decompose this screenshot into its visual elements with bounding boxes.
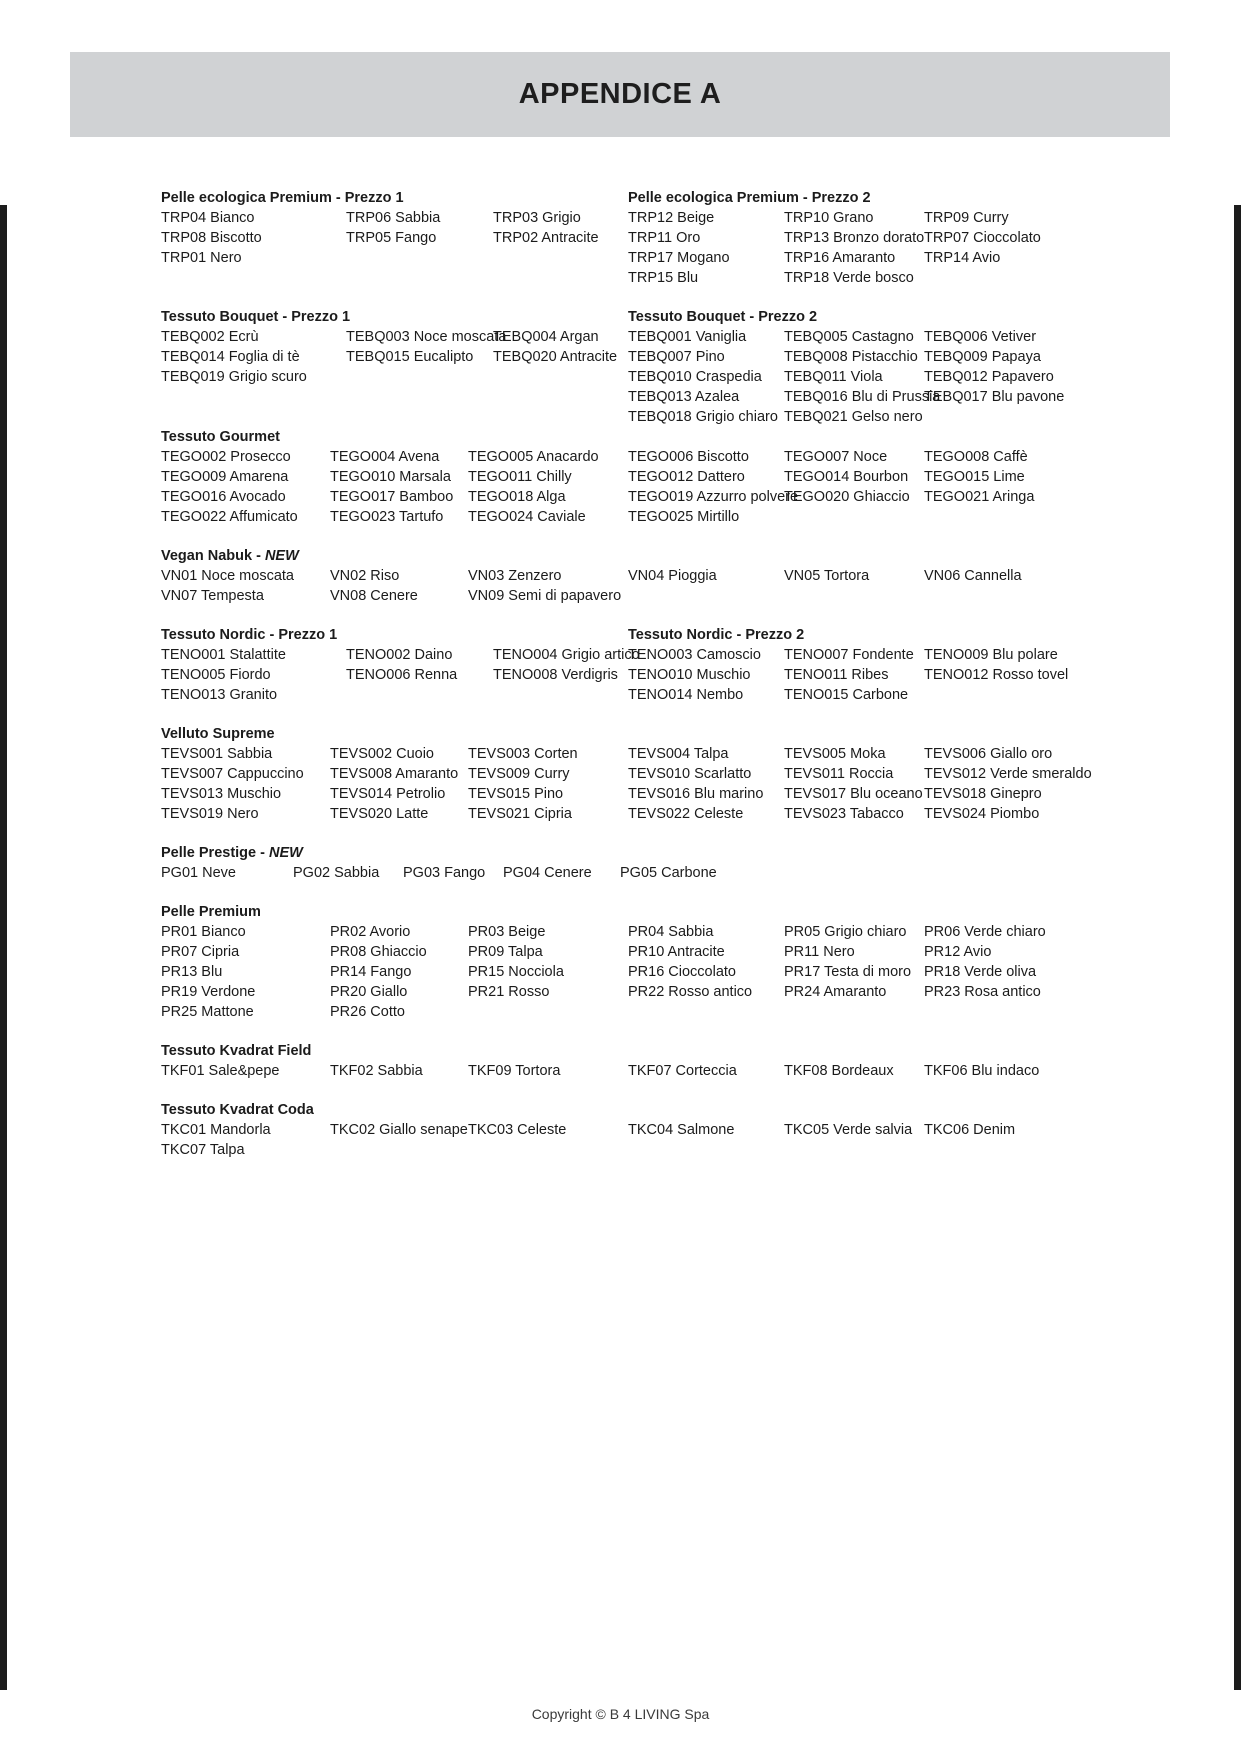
color-item: TEVS013 Muschio [161,786,282,802]
color-item: TRP10 Grano [784,210,874,226]
color-item: PR04 Sabbia [628,924,714,940]
color-item: TEGO004 Avena [330,449,440,465]
color-item: PG05 Carbone [620,865,717,881]
color-item: TRP01 Nero [161,250,242,266]
color-item: TRP05 Fango [346,230,437,246]
color-item: PR06 Verde chiaro [924,924,1046,940]
color-item: PR01 Bianco [161,924,246,940]
section-heading: Pelle Prestige - NEW [161,845,303,861]
color-item: VN08 Cenere [330,588,418,604]
color-item: TEBQ007 Pino [628,349,725,365]
color-item: TEGO019 Azzurro polvere [628,489,799,505]
color-item: TRP12 Beige [628,210,715,226]
color-item: TEVS008 Amaranto [330,766,459,782]
section [161,625,1171,705]
section [161,1041,1171,1081]
section [161,307,1171,427]
color-item: PR20 Giallo [330,984,408,1000]
color-item: PG03 Fango [403,865,486,881]
color-item: PR25 Mattone [161,1004,254,1020]
color-item: TRP14 Avio [924,250,1001,266]
color-item: VN01 Noce moscata [161,568,294,584]
color-item: TEGO005 Anacardo [468,449,599,465]
color-item: PR02 Avorio [330,924,411,940]
color-item: TEBQ009 Papaya [924,349,1041,365]
color-item: TEBQ001 Vaniglia [628,329,747,345]
color-item: TEBQ013 Azalea [628,389,740,405]
color-item: PR13 Blu [161,964,223,980]
color-item: TEBQ005 Castagno [784,329,914,345]
color-item: TEGO017 Bamboo [330,489,454,505]
new-badge: NEW [269,845,303,861]
color-item: TENO009 Blu polare [924,647,1058,663]
section-heading: Velluto Supreme [161,726,275,742]
color-item: TKF08 Bordeaux [784,1063,894,1079]
color-item: PR12 Avio [924,944,992,960]
color-item: TEVS011 Roccia [784,766,894,782]
color-item: PR18 Verde oliva [924,964,1037,980]
header-banner [70,52,1170,137]
section [161,427,1171,527]
footer-text: Copyright © B 4 LIVING Spa [531,1706,710,1722]
color-item: TEBQ011 Viola [784,369,883,385]
color-item: PG04 Cenere [503,865,592,881]
color-item: PR10 Antracite [628,944,725,960]
color-item: TRP06 Sabbia [346,210,441,226]
color-item: TENO014 Nembo [628,687,744,703]
color-item: TENO011 Ribes [784,667,889,683]
color-item: TEVS006 Giallo oro [924,746,1053,762]
color-item: TEGO021 Aringa [924,489,1035,505]
section-heading: Pelle ecologica Premium - Prezzo 1 [161,190,404,206]
color-item: TEVS001 Sabbia [161,746,273,762]
color-item: TEVS019 Nero [161,806,259,822]
section-heading: Tessuto Nordic - Prezzo 2 [628,627,805,643]
section-heading: Pelle Premium [161,904,261,920]
color-item: PR03 Beige [468,924,546,940]
sections [161,188,1171,1160]
color-item: TEVS023 Tabacco [784,806,904,822]
color-item: VN07 Tempesta [161,588,264,604]
color-item: TEBQ018 Grigio chiaro [628,409,778,425]
color-item: TEGO007 Noce [784,449,888,465]
color-item: TRP15 Blu [628,270,699,286]
color-item: PR19 Verdone [161,984,256,1000]
color-item: TEBQ003 Noce moscata [346,329,507,345]
color-item: TEGO016 Avocado [161,489,286,505]
color-item: TEBQ012 Papavero [924,369,1054,385]
color-item: PR21 Rosso [468,984,550,1000]
scan-edge-artifact-right [1234,205,1241,1690]
color-item: TENO003 Camoscio [628,647,761,663]
new-badge: NEW [264,548,299,564]
section-heading: Tessuto Kvadrat Coda [161,1102,314,1118]
color-item: TEGO015 Lime [924,469,1025,485]
color-item: TENO007 Fondente [784,647,914,663]
color-item: PR16 Cioccolato [628,964,736,980]
color-item: TENO012 Rosso tovel [924,667,1069,683]
color-item: TENO010 Muschio [628,667,751,683]
color-item: PG02 Sabbia [293,865,380,881]
color-item: TEBQ004 Argan [493,329,599,345]
color-item: TKC01 Mandorla [161,1122,271,1138]
color-item: PR17 Testa di moro [784,964,912,980]
color-item: TEGO011 Chilly [468,469,572,485]
color-item: TKF01 Sale&pepe [161,1063,280,1079]
color-item: TEBQ016 Blu di Prussia [784,389,941,405]
color-item: PR05 Grigio chiaro [784,924,907,940]
color-item: TEGO002 Prosecco [161,449,291,465]
color-item: TEVS021 Cipria [468,806,572,822]
color-item: VN06 Cannella [924,568,1022,584]
section [161,902,1171,1022]
color-item: TEGO023 Tartufo [330,509,444,525]
color-item: TEGO008 Caffè [924,449,1028,465]
color-item: TENO004 Grigio artico [493,647,640,663]
section [161,843,1171,883]
color-item: TEVS005 Moka [784,746,886,762]
color-item: TEVS004 Talpa [628,746,729,762]
color-item: TRP13 Bronzo dorato [784,230,925,246]
color-item: PR24 Amaranto [784,984,887,1000]
color-item: VN05 Tortora [784,568,870,584]
color-item: TKF07 Corteccia [628,1063,737,1079]
color-item: TKF06 Blu indaco [924,1063,1040,1079]
section-heading: Tessuto Nordic - Prezzo 1 [161,627,338,643]
section-heading: Pelle ecologica Premium - Prezzo 2 [628,190,871,206]
color-item: TKC04 Salmone [628,1122,735,1138]
color-item: VN04 Pioggia [628,568,717,584]
color-item: TEGO006 Biscotto [628,449,749,465]
color-item: PG01 Neve [161,865,236,881]
section [161,188,1171,288]
color-item: TKC06 Denim [924,1122,1016,1138]
color-item: TENO015 Carbone [784,687,909,703]
color-item: TEGO025 Mirtillo [628,509,740,525]
color-item: TKC02 Giallo senape [330,1122,468,1138]
color-item: TEBQ014 Foglia di tè [161,349,300,365]
color-item: TEVS014 Petrolio [330,786,446,802]
section-heading: Tessuto Gourmet [161,429,280,445]
color-item: TEVS022 Celeste [628,806,744,822]
color-item: TRP11 Oro [628,230,701,246]
color-item: TRP09 Curry [924,210,1009,226]
color-item: PR09 Talpa [468,944,543,960]
color-item: TKF02 Sabbia [330,1063,423,1079]
color-item: PR23 Rosa antico [924,984,1041,1000]
color-item: TEVS024 Piombo [924,806,1040,822]
color-item: TEGO010 Marsala [330,469,451,485]
color-item: TEVS012 Verde smeraldo [924,766,1092,782]
color-item: VN03 Zenzero [468,568,562,584]
page-title: APPENDICE A [518,78,722,110]
color-item: TEBQ017 Blu pavone [924,389,1065,405]
color-item: VN09 Semi di papavero [468,588,622,604]
color-item: TEBQ019 Grigio scuro [161,369,307,385]
color-item: TKC05 Verde salvia [784,1122,913,1138]
color-item: TENO005 Fiordo [161,667,271,683]
section [161,546,1171,606]
color-item: TENO006 Renna [346,667,458,683]
color-item: TEGO020 Ghiaccio [784,489,910,505]
section-heading: Tessuto Kvadrat Field [161,1043,312,1059]
color-item: TEVS018 Ginepro [924,786,1042,802]
color-item: PR26 Cotto [330,1004,405,1020]
color-item: PR08 Ghiaccio [330,944,427,960]
color-item: TEBQ006 Vetiver [924,329,1037,345]
color-item: TENO001 Stalattite [161,647,286,663]
color-item: TRP18 Verde bosco [784,270,914,286]
color-item: PR14 Fango [330,964,412,980]
section [161,1100,1171,1160]
color-item: TENO013 Granito [161,687,278,703]
color-item: TKC03 Celeste [468,1122,567,1138]
section [161,724,1171,824]
color-item: TEVS002 Cuoio [330,746,434,762]
color-item: TRP07 Cioccolato [924,230,1041,246]
color-item: TEVS016 Blu marino [628,786,764,802]
color-item: TKF09 Tortora [468,1063,561,1079]
color-item: TEBQ015 Eucalipto [346,349,474,365]
color-item: TRP17 Mogano [628,250,730,266]
color-item: TEVS010 Scarlatto [628,766,752,782]
color-item: TEVS003 Corten [468,746,578,762]
color-item: TENO002 Daino [346,647,453,663]
color-item: PR07 Cipria [161,944,240,960]
color-item: VN02 Riso [330,568,400,584]
color-item: TEVS015 Pino [468,786,564,802]
color-item: TEVS020 Latte [330,806,429,822]
color-item: TEGO012 Dattero [628,469,745,485]
color-item: TKC07 Talpa [161,1142,245,1158]
color-item: PR11 Nero [784,944,855,960]
section-heading: Tessuto Bouquet - Prezzo 2 [628,309,818,325]
scan-edge-artifact-left [0,205,7,1690]
color-item: TRP08 Biscotto [161,230,262,246]
color-item: TEGO009 Amarena [161,469,289,485]
color-item: TRP03 Grigio [493,210,581,226]
color-item: TEGO024 Caviale [468,509,586,525]
color-item: TEVS017 Blu oceano [784,786,923,802]
color-item: TEBQ020 Antracite [493,349,618,365]
color-item: TENO008 Verdigris [493,667,618,683]
color-item: TEBQ002 Ecrù [161,329,259,345]
color-item: TEGO018 Alga [468,489,566,505]
color-item: TRP04 Bianco [161,210,255,226]
color-item: TEBQ010 Craspedia [628,369,762,385]
section-heading: Vegan Nabuk - NEW [161,548,299,564]
color-item: PR22 Rosso antico [628,984,753,1000]
color-item: TEBQ008 Pistacchio [784,349,918,365]
color-item: TRP16 Amaranto [784,250,896,266]
color-item: TRP02 Antracite [493,230,599,246]
color-item: TEVS007 Cappuccino [161,766,304,782]
section-heading: Tessuto Bouquet - Prezzo 1 [161,309,351,325]
color-item: TEGO014 Bourbon [784,469,909,485]
color-item: TEVS009 Curry [468,766,570,782]
color-item: TEGO022 Affumicato [161,509,298,525]
color-item: TEBQ021 Gelso nero [784,409,923,425]
color-item: PR15 Nocciola [468,964,564,980]
